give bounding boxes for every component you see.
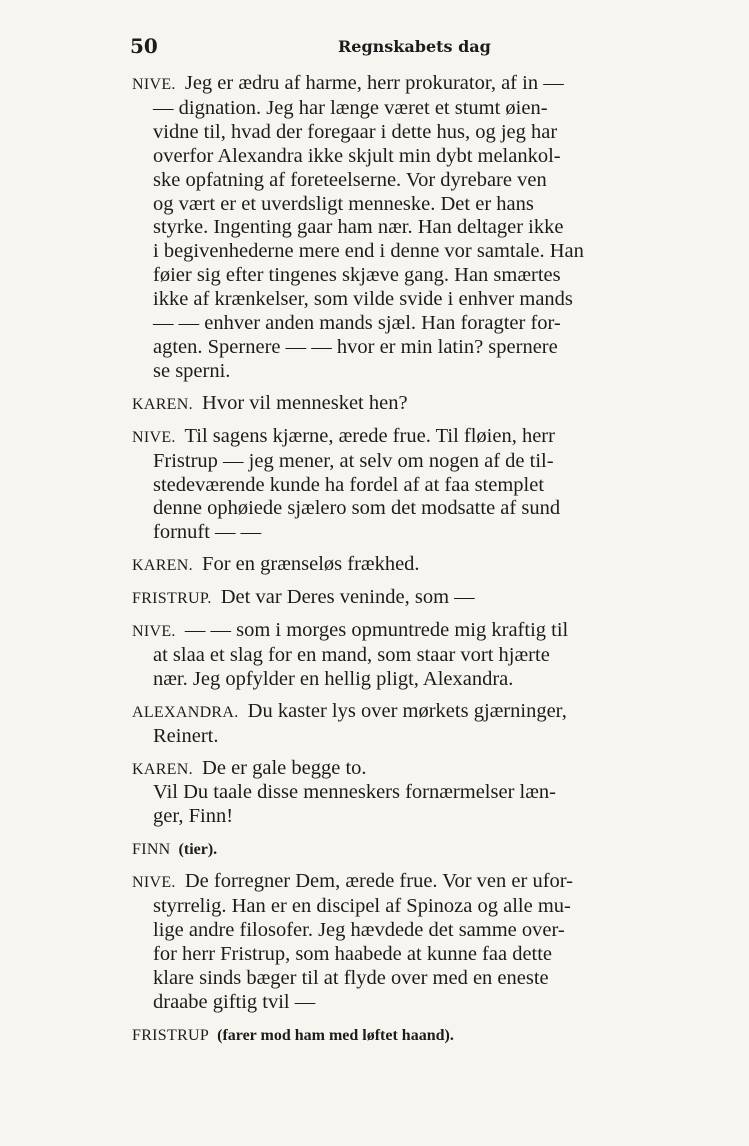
speech-line: og vært er et uverdsligt menneske. Det er hans	[153, 192, 534, 215]
speech-line: at slaa et slag for en mand, som staar vort hjærte	[153, 643, 550, 666]
speech-block	[132, 700, 704, 749]
speech-line	[132, 392, 704, 417]
speech-line: Fristrup — jeg mener, at selv om nogen af de til-	[153, 449, 554, 472]
speech-line: klare sinds bæger til at flyde over med en eneste	[153, 966, 549, 989]
speech-line: i begivenhederne mere end i denne vor samtale. Han	[153, 240, 584, 263]
speaker-name: NIVE.	[132, 874, 176, 892]
speaker-name: FRISTRUP	[132, 1026, 210, 1044]
speech-line	[132, 553, 704, 578]
speech-text: De er gale begge to.	[196, 756, 367, 779]
speech-block	[132, 586, 704, 611]
speech-line: ske opfatning af foreteelserne. Vor dyrebare ven	[153, 168, 547, 191]
speaker-name: NIVE.	[132, 76, 176, 93]
speech-line	[132, 837, 704, 862]
speech-block	[132, 870, 704, 1014]
speech-text: Hvor vil mennesket hen?	[196, 391, 408, 414]
speaker-name: NIVE.	[132, 623, 176, 641]
speech-text: Det var Deres veninde, som —	[215, 586, 475, 609]
speech-line: Vil Du taale disse menneskers fornærmelser læn-	[153, 781, 556, 804]
speech-line	[132, 870, 704, 895]
speech-line: denne ophøiede sjælero som det modsatte af sund	[153, 497, 561, 520]
speech-line: — dignation. Jeg har længe været et stumt øien-	[153, 96, 548, 119]
speaker-name: ALEXANDRA.	[132, 703, 239, 721]
speech-line: nær. Jeg opfylder en hellig pligt, Alexandra.	[153, 667, 514, 690]
speech-block	[132, 1023, 704, 1048]
speech-line: ikke af krænkelser, som vilde svide i enhver mands	[153, 288, 573, 311]
speech-line: styrrelig. Han er en discipel af Spinoza og alle mu-	[153, 895, 571, 918]
speech-line: for herr Fristrup, som haabede at kunne faa dette	[153, 942, 553, 965]
speaker-name: KAREN.	[132, 557, 193, 575]
stage-direction: (farer mod ham med løftet haand).	[213, 1026, 454, 1044]
speech-line: agten. Spernere — — hvor er min latin? spernere	[153, 335, 558, 358]
speech-line: stedeværende kunde ha fordel af at faa stemplet	[153, 473, 545, 496]
speech-line	[132, 1023, 704, 1048]
speech-line: styrke. Ingenting gaar ham nær. Han deltager ikke	[153, 216, 564, 239]
speech-line: draabe giftig tvil —	[153, 990, 316, 1013]
speech-line	[132, 586, 704, 611]
page-number: 50	[130, 34, 158, 58]
speaker-name: KAREN.	[132, 395, 193, 413]
speech-line	[132, 619, 704, 644]
speech-line: Reinert.	[153, 724, 219, 747]
speech-line: ger, Finn!	[153, 805, 234, 828]
speaker-name: FRISTRUP.	[132, 590, 212, 608]
speech-text: Jeg er ædru af harme, herr prokurator, af in —	[179, 72, 564, 94]
speech-block	[132, 425, 704, 546]
speech-text: De forregner Dem, ærede frue. Vor ven er ufor-	[179, 870, 574, 893]
speaker-name: NIVE.	[132, 428, 176, 446]
speech-line: fornuft — —	[153, 521, 262, 544]
speech-line: lige andre filosofer. Jeg hævdede det samme over-	[153, 919, 565, 941]
speech-block	[132, 553, 704, 578]
speech-block	[132, 757, 704, 830]
running-title: Regnskabets dag	[338, 37, 491, 56]
speech-text: Til sagens kjærne, ærede frue. Til fløien, herr	[179, 424, 555, 447]
speaker-name: FINN	[132, 841, 171, 859]
speech-block	[132, 392, 704, 417]
stage-direction: (tier).	[174, 841, 218, 859]
speech-line	[132, 72, 704, 97]
speech-line: vidne til, hvad der foregaar i dette hus, og jeg har	[153, 120, 558, 143]
page-header	[130, 34, 700, 60]
speech-text: Du kaster lys over mørkets gjærninger,	[242, 699, 567, 722]
dialogue-text	[132, 72, 704, 1056]
speech-line	[132, 700, 704, 725]
speech-line: overfor Alexandra ikke skjult min dybt melankol-	[153, 144, 561, 167]
speech-block	[132, 72, 704, 384]
speech-line: se sperni.	[153, 359, 231, 382]
speech-text: For en grænseløs frækhed.	[196, 553, 420, 576]
speech-line	[132, 425, 704, 450]
speech-line: føier sig efter tingenes skjæve gang. Han smærtes	[153, 264, 561, 287]
speech-block	[132, 837, 704, 862]
speech-line: — — enhver anden mands sjæl. Han foragter for-	[153, 312, 561, 335]
speech-text: — — som i morges opmuntrede mig kraftig til	[179, 619, 569, 642]
speaker-name: KAREN.	[132, 760, 193, 778]
speech-line	[132, 757, 704, 782]
speech-block	[132, 619, 704, 692]
